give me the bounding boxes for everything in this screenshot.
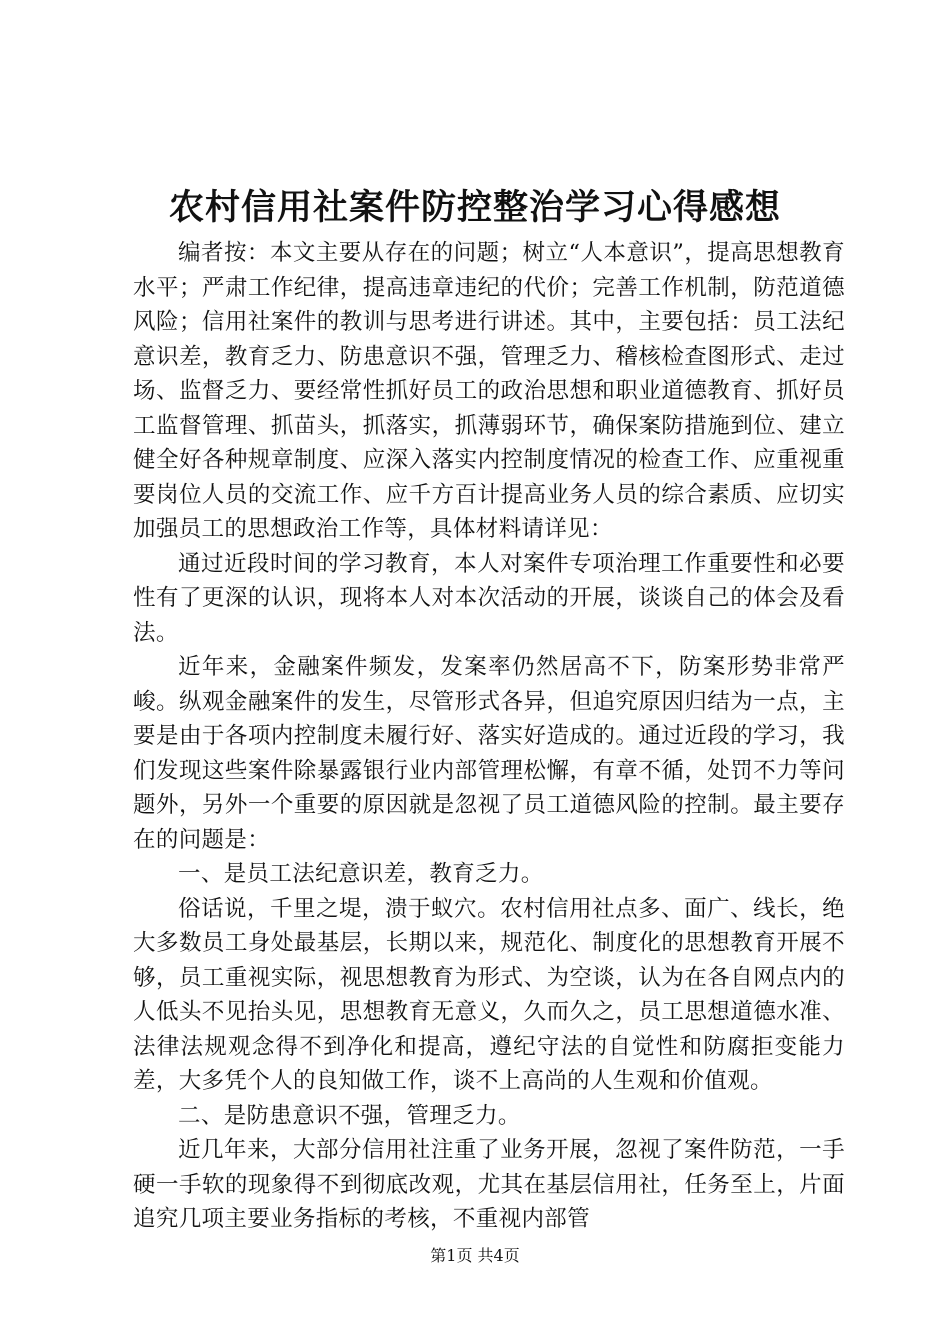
document-body: [133, 236, 845, 1237]
paragraph-background: 近年来，金融案件频发，发案率仍然居高不下，防案形势非常严峻。纵观金融案件的发生，尽管形式各异，但追究原因归结为一点，主要是由于各项内控制度未履行好、落实好造成的。通过近段的学习，我们发现这些案件除暴露银行业内部管理松懈，有章不循，处罚不力等问题外，另外一个重要的原因就是忽视了员工道德风险的控制。最主要存在的问题是：: [133, 654, 845, 853]
page-number-footer: 第1页 共4页: [430, 1246, 520, 1265]
document-title: 农村信用社案件防控整治学习心得感想: [168, 187, 781, 228]
section-heading-2: 二、是防患意识不强，管理乏力。: [178, 1102, 521, 1129]
paragraph-intro: 通过近段时间的学习教育，本人对案件专项治理工作重要性和必要性有了更深的认识，现将本人对本次活动的开展，谈谈自己的体会及看法。: [133, 550, 845, 646]
paragraph-editor-note: 编者按：本文主要从存在的问题；树立“人本意识”，提高思想教育水平；严肃工作纪律，提高违章违纪的代价；完善工作机制，防范道德风险；信用社案件的教训与思考进行讲述。其中，主要包括：员工法纪意识差，教育乏力、防患意识不强，管理乏力、稽核检查图形式、走过场、监督乏力、要经常性抓好员工的政治思想和职业道德教育、抓好员工监督管理、抓苗头，抓落实，抓薄弱环节，确保案防措施到位、建立健全好各种规章制度、应深入落实内控制度情况的检查工作、应重视重要岗位人员的交流工作、应千方百计提高业务人员的综合素质、应切实加强员工的思想政治工作等，具体材料请详见：: [133, 240, 845, 542]
paragraph-section-2: 近几年来，大部分信用社注重了业务开展，忽视了案件防范，一手硬一手软的现象得不到彻底改观，尤其在基层信用社，任务至上，片面追究几项主要业务指标的考核，不重视内部管: [133, 1137, 845, 1232]
section-heading-1: 一、是员工法纪意识差，教育乏力。: [178, 861, 544, 887]
paragraph-section-1: 俗话说，千里之堤，溃于蚁穴。农村信用社点多、面广、线长，绝大多数员工身处最基层，长期以来，规范化、制度化的思想教育开展不够，员工重视实际，视思想教育为形式、为空谈，认为在各自网点内的人低头不见抬头见，思想教育无意义，久而久之，员工思想道德水准、法律法规观念得不到净化和提高，遵纪守法的自觉性和防腐拒变能力差，大多凭个人的良知做工作，谈不上高尚的人生观和价值观。: [133, 895, 845, 1094]
